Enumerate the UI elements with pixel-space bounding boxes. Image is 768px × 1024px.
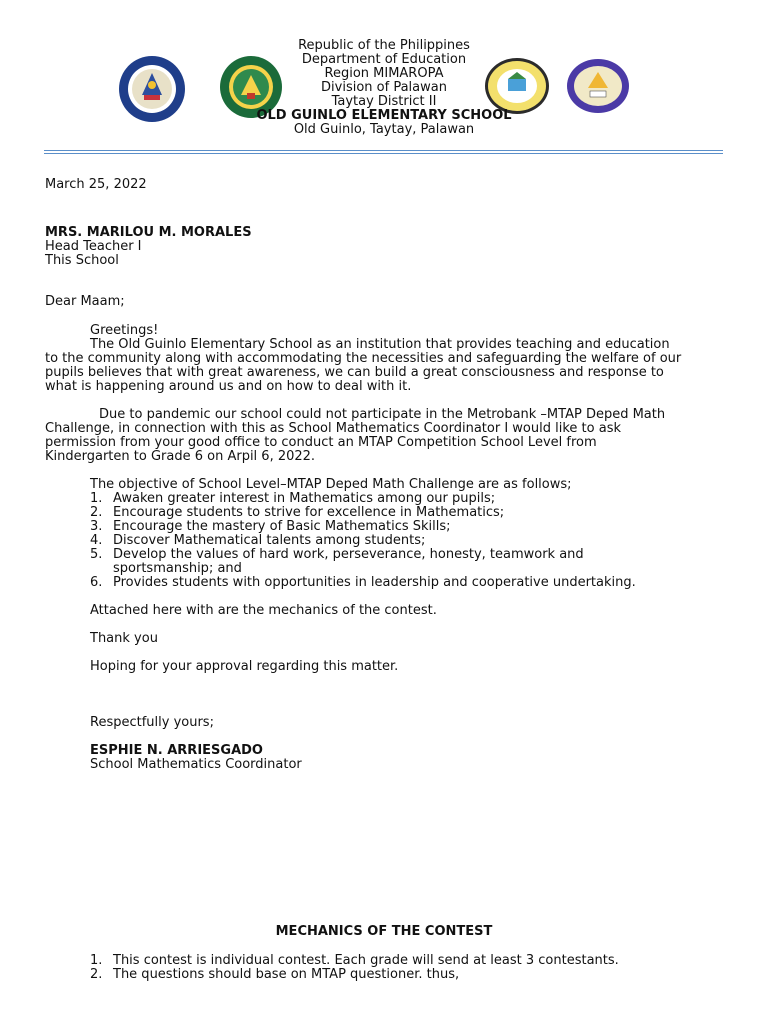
hoping-line: Hoping for your approval regarding this matter. [90,659,399,674]
list-item-text: This contest is individual contest. Each grade will send at least 3 contestants. [113,953,619,968]
list-item-text-continued: sportsmanship; and [113,561,242,576]
list-item-text: Awaken greater interest in Mathematics among our pupils; [113,491,496,506]
list-item-number: 4. [90,533,103,548]
header-region: Region MIMAROPA [324,66,444,81]
list-item-text: The questions should base on MTAP questioner. thus, [113,967,460,982]
list-item-number: 6. [90,575,103,590]
list-item-text: Discover Mathematical talents among students; [113,533,426,548]
list-item-number: 2. [90,505,103,520]
closing: Respectfully yours; [90,715,214,730]
letter-date: March 25, 2022 [45,177,147,192]
para1-line4: what is happening around us and on how to deal with it. [45,379,412,394]
mechanics-title: MECHANICS OF THE CONTEST [275,924,493,939]
list-item-text: Develop the values of hard work, perseverance, honesty, teamwork and [113,547,584,562]
para1-line2: to the community along with accommodating the necessities and safeguarding the welfare of our [45,351,682,366]
list-item-text: Encourage students to strive for excellence in Mathematics; [113,505,505,520]
attached-note: Attached here with are the mechanics of the contest. [90,603,437,618]
recipient-name: MRS. MARILOU M. MORALES [45,225,252,240]
objectives-intro: The objective of School Level–MTAP Deped Math Challenge are as follows; [90,477,572,492]
header-school-name: OLD GUINLO ELEMENTARY SCHOOL [256,108,512,123]
greeting: Greetings! [90,323,159,338]
header-department: Department of Education [301,52,467,67]
signatory-title: School Mathematics Coordinator [90,757,302,772]
header-district: Taytay District II [331,94,437,109]
list-item-text: Provides students with opportunities in leadership and cooperative undertaking. [113,575,636,590]
header-rule-bottom [44,153,723,154]
para1-line3: pupils believes that with great awareness, we can build a great consciousness and response to [45,365,664,380]
para2-line1: Due to pandemic our school could not participate in the Metrobank –MTAP Deped Math [99,407,666,422]
para2-line2: Challenge, in connection with this as School Mathematics Coordinator I would like to ask [45,421,621,436]
list-item-number: 5. [90,547,103,562]
para2-line3: permission from your good office to conduct an MTAP Competition School Level from [45,435,597,450]
thanks-line: Thank you [90,631,158,646]
header-school-address: Old Guinlo, Taytay, Palawan [293,122,475,137]
list-item-number: 1. [90,491,103,506]
para1-line1: The Old Guinlo Elementary School as an institution that provides teaching and education [90,337,670,352]
list-item-text: Encourage the mastery of Basic Mathematics Skills; [113,519,451,534]
list-item-number: 2. [90,967,103,982]
signatory-name: ESPHIE N. ARRIESGADO [90,743,263,758]
header-republic: Republic of the Philippines [298,38,470,53]
recipient-office: This School [45,253,119,268]
salutation: Dear Maam; [45,294,125,309]
header-rule-top [44,150,723,151]
header-division: Division of Palawan [321,80,447,95]
list-item-number: 3. [90,519,103,534]
list-item-number: 1. [90,953,103,968]
para2-line4: Kindergarten to Grade 6 on Arpil 6, 2022. [45,449,316,464]
recipient-title: Head Teacher I [45,239,142,254]
